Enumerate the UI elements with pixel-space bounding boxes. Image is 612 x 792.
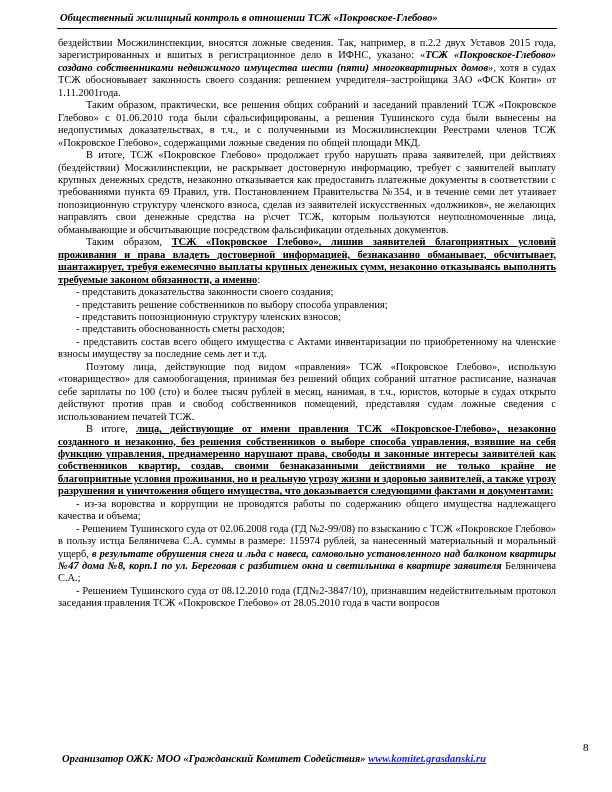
footer <box>62 754 532 765</box>
paragraph-5: Поэтому лица, действующие под видом «правления» ТСЖ «Покровское Глебово», использую «товарищество» для самообогащения, принимая без решений общих собраний штатное расписание, назначая себе зарплаты по 100 (сто) и более тысяч рублей в месяц, нанимая, в т.ч., юристов, которые в судах открыто действуют против прав и свобод собственников помещений, представляя судам ложные сведения с использованием печатей ТСЖ. <box>58 361 556 423</box>
p4-emphasis: ТСЖ «Покровское Глебово», лишив заявителей благоприятных условий проживания и права владеть достоверной информацией, безнаказанно обманывает, обсчитывает, шантажирует, требуя ежемесячно выплаты крупных денежных сумм, незаконно отказываясь выполнять требуемые законом обязанности, а именно <box>58 237 556 286</box>
p1-text-end: », хотя в судах ТСЖ обосновывает законность своего создания: решением учредителя–застройщика ЗАО «ФСК Конти» от 1.11.2001года. <box>58 62 556 99</box>
paragraph-3: В итоге, ТСЖ «Покровское Глебово» продолжает грубо нарушать права заявителей, при действиях (бездействии) Мосжилинспекции, не раскрывает достоверную информацию, требует с заявителей выплату крупных денежных средств, незаконно отказывается как предоставить платежные документы в соответствии с требованиями пункта 69 Правил, утв. Постановлением Правительства №354, и в течение семи лет утаивает попозиционную структуру членского взноса, сделав из заявителей искусственных «должников», не желающих направлять свои денежные средства на р\счет ТСЖ, которым пользуются неуполномоченные лица, обманывающие и обсчитывающие посредством фальсификации отдельных документов. <box>58 150 556 236</box>
list2-item: - из-за воровства и коррупции не проводятся работы по содержанию общего имущества надлежащего качества и объема; <box>58 498 556 523</box>
running-header: Общественный жилищный контроль в отношении ТСЖ «Покровское-Глебово» <box>60 13 438 24</box>
p1-quote: ТСЖ «Покровское-Глебово» создано собственниками недвижимого имущества шести (пяти) многоквартирных домов <box>58 50 556 74</box>
list1-item: - представить доказательства законности своего создания; <box>76 287 334 299</box>
list2-item2-emphasis: в результате обрушения снега и льда с навеса, самовольно установленного над балконом квартиры №47 дома №8, корп.1 по ул. Береговая с разбитием окна и светильника в квартире заявителя <box>58 548 556 573</box>
paragraph-4 <box>58 237 556 287</box>
p4-text-end: : <box>257 274 261 286</box>
list1-item: - представить решение собственников по выбору способа управления; <box>76 299 388 311</box>
p4-text-start: Таким образом, <box>86 237 172 249</box>
paragraph-2: Таким образом, практически, все решения общих собраний и заседаний правлений ТСЖ «Покровское Глебово» с 01.06.2010 года были сфальсифицированы, а решения Тушинского суда были вынесены на недопустимых доказательствах, в т.ч., и с полученными из Мосжилинспекции Реестрами членов ТСЖ «Покровское Глебово», содержащими ложные сведения по общей площади МКД. <box>58 100 556 149</box>
p6-emphasis: лица, действующие от имени правления ТСЖ «Покровское-Глебово», незаконно созданного и незаконно, без решения собственников о выборе способа управления, взявшие на себя функцию управления, преднамеренно нарушают права, свободы и законные интересы заявителей как собственников квартир, создав, своими безнаказанными действиями не только крайне не благоприятные условия проживания, но и реальную угрозу жизни и здоровью заявителей, а также угрозу разрушения и уничтожения общего имущества, что доказывается следующими фактами и документами: <box>58 424 556 498</box>
list2-item2-text: - Решением Тушинского суда от 02.06.2008 года (ГД №2-99/08) по взысканию с ТСЖ «Покровское Глебово» в пользу истца Беляничева С.А. суммы в размере: 115974 рублей, за нанесенный материальный и моральный ущерб, <box>58 523 556 560</box>
document-body <box>58 38 556 611</box>
p6-text-start: В итоге, <box>86 424 137 436</box>
footer-link[interactable]: www.komitet.grasdanski.ru <box>368 754 486 765</box>
list1-item: - представить состав всего общего имущества с Актами инвентаризации по приобретенному на членские взносы имуществу за последние семь лет и т.д. <box>58 336 556 361</box>
header-rule <box>57 28 557 29</box>
list1-item: - представить обоснованность сметы расходов; <box>76 324 285 336</box>
paragraph-6 <box>58 424 556 499</box>
list2-item2-end: Беляничева С.А.; <box>58 561 556 585</box>
p1-text-start: бездействии Мосжилинспекции, вносятся ложные сведения. Так, например, в п.2.2 двух Уставов 2015 года, зарегистрированных и вшитых в регистрационное дело в ИФНС, указано: « <box>58 38 556 62</box>
list2-item <box>58 524 556 586</box>
paragraph-1 <box>58 38 556 100</box>
list2-item: - Решением Тушинского суда от 08.12.2010 года (ГД№2-3847/10), признавшим недействительным протокол заседания правления ТСЖ «Покровское Глебово» от 28.05.2010 года в части вопросов <box>58 585 556 610</box>
footer-text: Организатор ОЖК: МОО «Гражданский Комитет Содействия» <box>62 754 369 765</box>
list1-item: - представить попозиционную структуру членских взносов; <box>76 311 342 323</box>
page-number: 8 <box>583 742 589 754</box>
